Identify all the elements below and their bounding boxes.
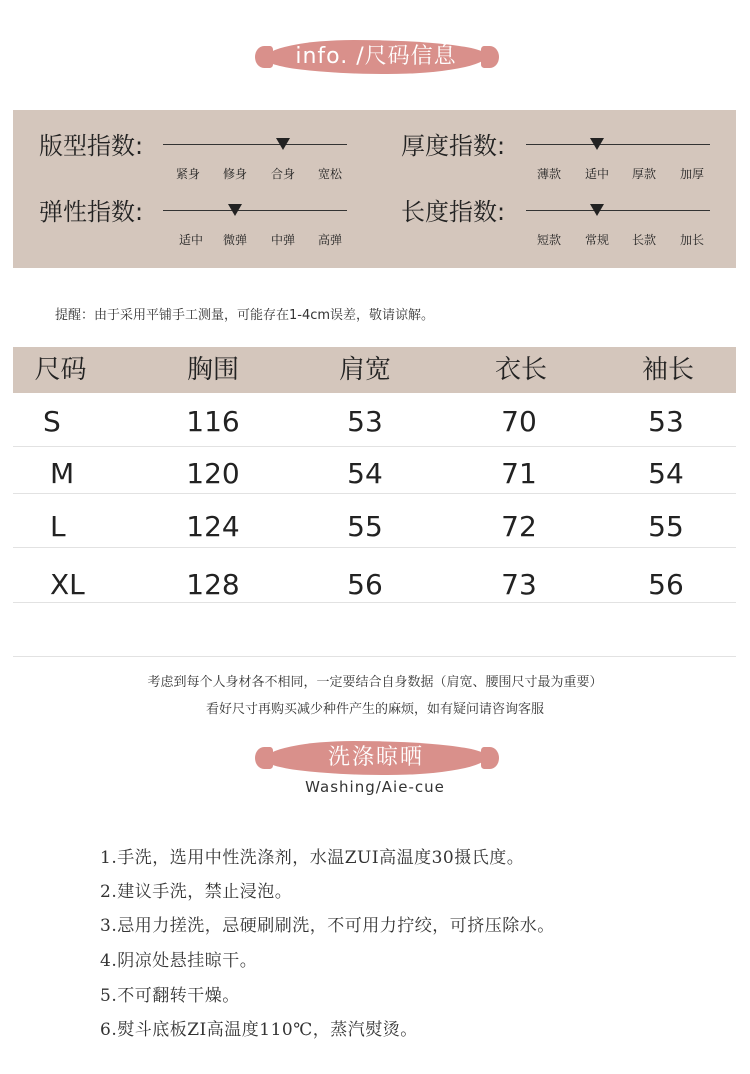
chest-cell: 120 [186,457,240,490]
header-chest: 胸围 [186,355,239,385]
elasticity-index-tick: 高弹 [317,233,342,247]
thickness-index-tick: 薄款 [536,167,561,181]
length-index-tick: 长款 [631,233,656,247]
header-size: 尺码 [34,355,87,385]
length-index-tick: 短款 [536,233,561,247]
length-index-label: 长度指数: [401,198,506,226]
thickness-index-tick: 加厚 [679,167,704,181]
sleeve-cell: 54 [648,457,684,490]
chest-cell: 128 [186,568,240,601]
elasticity-index-tick: 中弹 [270,233,295,247]
info-banner: info. /尺码信息 [265,40,487,74]
size-table-header [13,347,736,393]
sleeve-cell: 53 [648,405,684,438]
wash-item: 2.建议手洗，禁止浸泡。 [100,882,293,902]
fit-index-tick: 合身 [270,167,295,181]
elasticity-index-label: 弹性指数: [39,198,144,226]
length-index-scale [526,210,710,211]
thickness-index-scale [526,144,710,145]
header-shoulder: 肩宽 [338,355,391,385]
size-cell: M [50,457,75,490]
wash-item: 4.阴凉处悬挂晾干。 [100,951,258,971]
length-index-tick: 加长 [679,233,704,247]
wash-item: 6.熨斗底板ZI高温度110℃，蒸汽熨烫。 [100,1020,418,1040]
thickness-index-tick: 适中 [584,167,609,181]
fit-index-label: 版型指数: [39,132,144,160]
fit-index-tick: 紧身 [175,167,200,181]
length-cell: 71 [501,457,537,490]
chest-cell: 116 [186,405,240,438]
size-cell: XL [50,568,85,601]
fit-index-panel [13,110,736,268]
length-cell: 73 [501,568,537,601]
advice-line: 看好尺寸再购买减少种件产生的麻烦，如有疑问请咨询客服 [205,702,544,717]
shoulder-cell: 54 [347,457,383,490]
wash-subtitle: Washing/Aie-cue [305,778,445,796]
size-cell: L [50,510,66,543]
measurement-note: 提醒：由于采用平铺手工测量，可能存在1-4cm误差，敬请谅解。 [55,308,435,323]
thickness-index-label: 厚度指数: [401,132,506,160]
section-divider [13,656,736,657]
sleeve-cell: 56 [648,568,684,601]
wash-item: 1.手洗，选用中性洗涤剂，水温ZUI高温度30摄氏度。 [100,848,525,868]
length-index-tick: 常规 [584,233,609,247]
table-row [13,447,736,494]
elasticity-index-marker-icon [228,204,242,216]
length-cell: 70 [501,405,537,438]
table-row [13,548,736,603]
table-row [13,397,736,447]
shoulder-cell: 55 [347,510,383,543]
elasticity-index-tick: 适中 [178,233,203,247]
advice-line: 考虑到每个人身材各不相同，一定要结合自身数据（肩宽、腰围尺寸最为重要） [147,675,603,690]
size-cell: S [43,405,61,438]
fit-index-tick: 修身 [222,167,247,181]
wash-item: 5.不可翻转干燥。 [100,986,240,1006]
elasticity-index-scale [163,210,347,211]
fit-index-scale [163,144,347,145]
header-length: 衣长 [494,355,547,385]
thickness-index-tick: 厚款 [631,167,656,181]
shoulder-cell: 53 [347,405,383,438]
elasticity-index-tick: 微弹 [222,233,247,247]
length-index-marker-icon [590,204,604,216]
wash-banner: 洗涤晾晒 [265,741,487,775]
fit-index-tick: 宽松 [317,167,342,181]
length-cell: 72 [501,510,537,543]
chest-cell: 124 [186,510,240,543]
thickness-index-marker-icon [590,138,604,150]
sleeve-cell: 55 [648,510,684,543]
fit-index-marker-icon [276,138,290,150]
shoulder-cell: 56 [347,568,383,601]
table-row [13,494,736,548]
wash-item: 3.忌用力搓洗，忌硬刷刷洗，不可用力拧绞，可挤压除水。 [100,916,555,936]
header-sleeve: 袖长 [641,355,694,385]
